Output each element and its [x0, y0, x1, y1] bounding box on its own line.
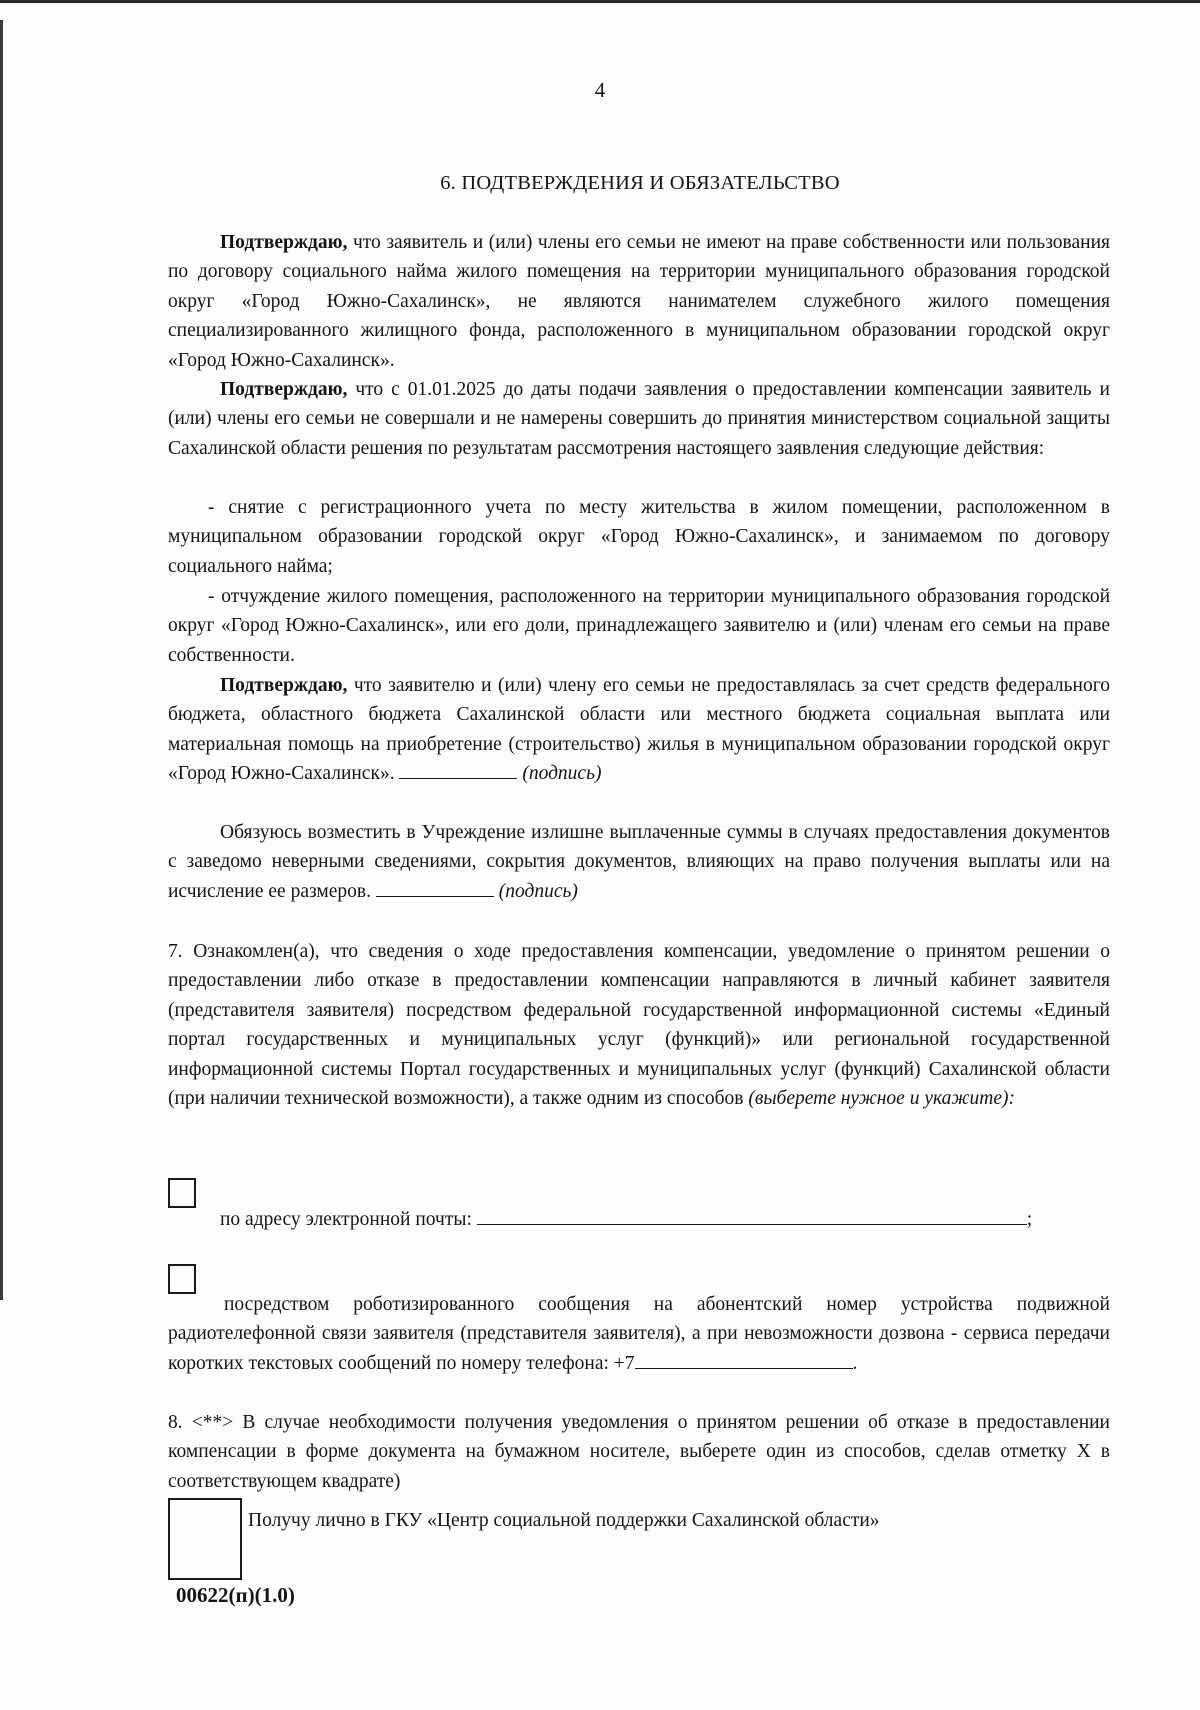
phone-option-row	[168, 1290, 1110, 1378]
scan-left-edge	[0, 20, 3, 1300]
phone-line-end: .	[852, 1352, 858, 1374]
confirmation-no-actions	[168, 375, 1110, 463]
section-title: 6. ПОДТВЕРЖДЕНИЯ И ОБЯЗАТЕЛЬСТВО	[440, 172, 840, 194]
confirm-keyword: Подтверждаю,	[220, 675, 348, 696]
email-option-label: по адресу электронной почты:	[220, 1209, 477, 1230]
section-8-paper-notice: 8. <**> В случае необходимости получения уведомления о принятом решении об отказе в предоставлении компенсации в форме документа на бумажном носителе, выберете один из способов, сделав отметку X в соответствующем квадрате)	[168, 1412, 1110, 1492]
signature-hint: (подпись)	[498, 880, 578, 902]
action-alienation: - отчуждение жилого помещения, расположенного на территории муниципального образования городской округ «Город Южно-Сахалинск», или его доли, принадлежащего заявителю и (или) членам его семьи на праве собственности.	[168, 586, 1110, 666]
section-7-hint: (выберете нужное и укажите):	[748, 1088, 1015, 1110]
signature-line[interactable]	[399, 762, 517, 779]
email-input-line[interactable]	[477, 1208, 1027, 1225]
confirm-keyword: Подтверждаю,	[220, 379, 348, 400]
confirmation-text: что заявителю и (или) члену его семьи не предоставлялась за счет средств федерального бюджета, областного бюджета Сахалинской области или местного бюджета социальная выплата или материальная помощь на приобретение (строительство) жилья в муниципальном образовании городской округ «Город Южно-Сахалинск».	[168, 675, 1110, 785]
signature-line[interactable]	[376, 880, 494, 897]
section-7-notification	[168, 937, 1110, 1113]
scan-top-edge	[0, 0, 1200, 3]
phone-input-line[interactable]	[635, 1352, 853, 1369]
obligation-text: Обязуюсь возместить в Учреждение излишне выплаченные суммы в случаях предоставления документов с заведомо неверными сведениями, сокрытия документов, влияющих на право получения выплаты или на исчисление ее размеров.	[168, 822, 1110, 902]
confirm-keyword: Подтверждаю,	[220, 232, 348, 253]
personal-pickup-checkbox[interactable]	[168, 1498, 242, 1580]
section-7-text: 7. Ознакомлен(а), что сведения о ходе предоставления компенсации, уведомление о принятом решении о предоставлении либо отказе в предоставлении компенсации направляются в личный кабинет заявителя (представителя заявителя) посредством федеральной государственной информационной системы «Единый портал государственных и муниципальных услуг (функций)» или региональной государственной информационной системы Портал государственных и муниципальных услуг (функций) Сахалинской области (при наличии технической возможности), а также одним из способов	[168, 941, 1110, 1110]
confirmation-no-property	[168, 228, 1110, 375]
signature-hint: (подпись)	[522, 763, 602, 785]
confirmation-text: что с 01.01.2025 до даты подачи заявления о предоставлении компенсации заявитель и (или) члены его семьи не совершали и не намерены совершить до принятия министерством социальной защиты Сахалинской области решения по результатам рассмотрения настоящего заявления следующие действия:	[168, 379, 1110, 459]
email-line-end: ;	[1026, 1209, 1033, 1230]
personal-pickup-label: Получу лично в ГКУ «Центр социальной поддержки Сахалинской области»	[248, 1510, 880, 1531]
confirmation-no-payment	[168, 671, 1110, 789]
phone-option-text: посредством роботизированного сообщения на абонентский номер устройства подвижной радиотелефонной связи заявителя (представителя заявителя), а при невозможности дозвона - сервиса передачи коротких текстовых сообщений по номеру телефона: +7	[168, 1294, 1110, 1374]
obligation-refund	[168, 818, 1110, 906]
form-code: 00622(п)(1.0)	[176, 1583, 295, 1607]
email-option-row	[220, 1208, 1032, 1231]
email-option-checkbox[interactable]	[168, 1178, 196, 1208]
confirmation-text: что заявитель и (или) члены его семьи не имеют на праве собственности или пользования по договору социального найма жилого помещения на территории муниципального образования городской округ «Город Южно-Сахалинск», не являются нанимателем служебного жилого помещения специализированного жилищного фонда, расположенного в муниципальном образовании городской округ «Город Южно-Сахалинск».	[168, 232, 1110, 371]
action-deregistration: - снятие с регистрационного учета по месту жительства в жилом помещении, расположенном в муниципальном образовании городской округ «Город Южно-Сахалинск», и занимаемом по договору социального найма;	[168, 497, 1110, 577]
page-number: 4	[594, 78, 606, 102]
